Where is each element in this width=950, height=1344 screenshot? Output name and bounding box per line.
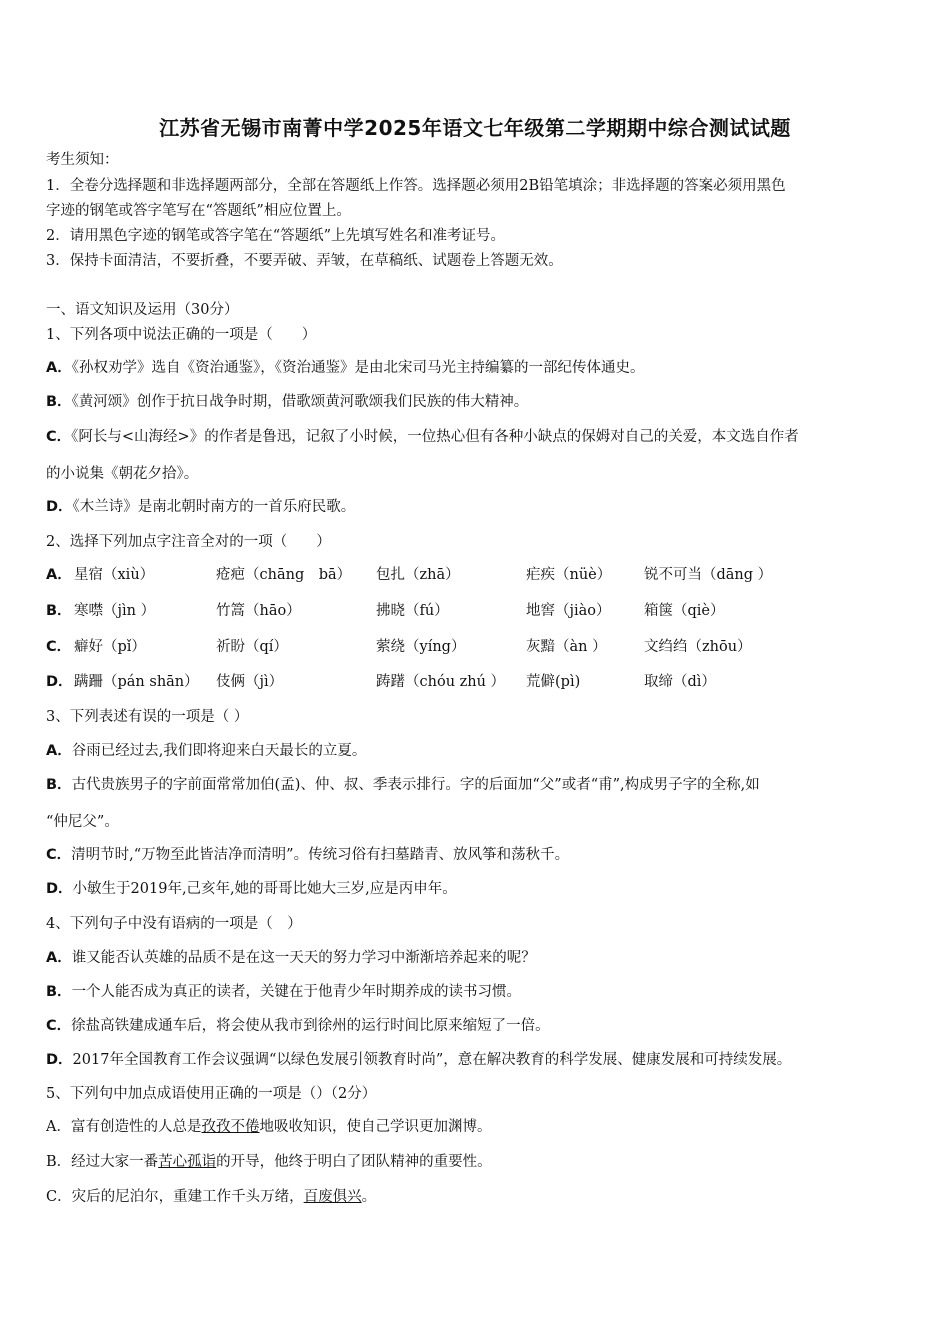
pinyin-item: 锐不可当（dāng ） bbox=[644, 567, 773, 583]
question-1-stem: 1、下列各项中说法正确的一项是（ ） bbox=[46, 327, 317, 343]
option-text: 《木兰诗》是南北朝时南方的一首乐府民歌。 bbox=[72, 499, 356, 515]
option-text-pre: 灾后的尼泊尔，重建工作千头万绪， bbox=[71, 1189, 304, 1205]
option-label: B． bbox=[46, 1154, 72, 1170]
marked-idiom: 孜孜不倦 bbox=[201, 1119, 260, 1135]
q3-option-a bbox=[46, 741, 366, 761]
q5-option-c bbox=[46, 1187, 376, 1207]
option-text-pre: 富有创造性的人总是 bbox=[70, 1119, 202, 1135]
option-label: B． bbox=[46, 394, 72, 410]
option-label: C． bbox=[46, 1018, 72, 1034]
q3-option-d bbox=[46, 879, 457, 899]
pinyin-item: 踌躇（chóu zhú ） bbox=[376, 674, 506, 690]
pinyin-item: 地窖（jiào） bbox=[526, 603, 611, 619]
option-label: C． bbox=[46, 847, 72, 863]
marked-idiom: 苦心孤诣 bbox=[158, 1154, 217, 1170]
option-label: A． bbox=[46, 1119, 71, 1135]
pinyin-item: 星宿（xiù） bbox=[74, 567, 155, 583]
page-title: 江苏省无锡市南菁中学2025年语文七年级第二学期期中综合测试试题 bbox=[159, 116, 791, 140]
option-text-post: 地吸收知识，使自己学识更加渊博。 bbox=[259, 1119, 492, 1135]
option-label: C． bbox=[46, 429, 72, 445]
q4-option-c bbox=[46, 1016, 550, 1036]
option-label: D． bbox=[46, 674, 73, 690]
option-text-post: 的开导，他终于明白了团队精神的重要性。 bbox=[216, 1154, 492, 1170]
pinyin-item: 箱箧（qiè） bbox=[644, 603, 725, 619]
option-text: 一个人能否成为真正的读者，关键在于他青少年时期养成的读书习惯。 bbox=[71, 984, 522, 1000]
pinyin-item: 疮疤（chāng bā） bbox=[216, 567, 352, 583]
option-label: B． bbox=[46, 777, 72, 793]
pinyin-item: 包扎（zhā） bbox=[376, 567, 460, 583]
notice-item: 字迹的钢笔或答字笔写在“答题纸”相应位置上。 bbox=[46, 203, 351, 219]
q3-option-b bbox=[46, 775, 760, 795]
pinyin-item: 寒噤（jìn ） bbox=[74, 603, 156, 619]
question-5-stem: 5、下列句中加点成语使用正确的一项是（）（2分） bbox=[46, 1086, 377, 1102]
pinyin-item: 取缔（dì） bbox=[644, 674, 716, 690]
q1-option-c-cont: 的小说集《朝花夕拾》。 bbox=[46, 466, 199, 482]
option-label: D． bbox=[46, 881, 73, 897]
pinyin-item: 疟疾（nüè） bbox=[526, 567, 612, 583]
question-3-stem: 3、下列表述有误的一项是（ ） bbox=[46, 709, 249, 725]
pinyin-item: 萦绕（yíng） bbox=[376, 639, 466, 655]
option-text: 清明节时,“万物至此皆洁净而清明”。传统习俗有扫墓踏青、放风筝和荡秋千。 bbox=[71, 847, 570, 863]
q1-option-b bbox=[46, 392, 528, 412]
option-text: 2017年全国教育工作会议强调“以绿色发展引领教育时尚”，意在解决教育的科学发展、健康发展和可持续发展。 bbox=[72, 1052, 792, 1068]
q4-option-d bbox=[46, 1050, 791, 1070]
option-text: 《黄河颂》创作于抗日战争时期，借歌颂黄河歌颂我们民族的伟大精神。 bbox=[71, 394, 529, 410]
q3-option-b-cont: “仲尼父”。 bbox=[46, 814, 119, 830]
pinyin-item: 拂晓（fú） bbox=[376, 603, 449, 619]
q1-option-a bbox=[46, 358, 644, 378]
option-text: 《孙权劝学》选自《资治通鉴》，《资治通鉴》是由北宋司马光主持编纂的一部纪传体通史。 bbox=[71, 360, 645, 376]
option-text: 徐盐高铁建成通车后，将会使从我市到徐州的运行时间比原来缩短了一倍。 bbox=[71, 1018, 550, 1034]
marked-idiom: 百废俱兴 bbox=[303, 1189, 362, 1205]
question-2-stem: 2、选择下列加点字注音全对的一项（ ） bbox=[46, 534, 331, 550]
option-label: D． bbox=[46, 499, 73, 515]
option-label: C． bbox=[46, 1189, 72, 1205]
notice-heading: 考生须知： bbox=[46, 152, 119, 168]
option-text: 《阿长与<山海经>》的作者是鲁迅，记叙了小时候，一位热心但有各种小缺点的保姆对自己的关爱，本文选自作者 bbox=[71, 429, 799, 445]
q3-option-c bbox=[46, 845, 569, 865]
notice-item: 3．保持卡面清洁，不要折叠，不要弄破、弄皱，在草稿纸、试题卷上答题无效。 bbox=[46, 253, 563, 269]
notice-item: 1．全卷分选择题和非选择题两部分，全部在答题纸上作答。选择题必须用2B铅笔填涂；非选择题的答案必须用黑色 bbox=[46, 178, 786, 194]
option-label: A． bbox=[46, 360, 72, 376]
option-text-post: 。 bbox=[361, 1189, 377, 1205]
option-label: B． bbox=[46, 984, 72, 1000]
notice-item: 2．请用黑色字迹的钢笔或答字笔在“答题纸”上先填写姓名和准考证号。 bbox=[46, 228, 506, 244]
option-text: 谁又能否认英雄的品质不是在这一天天的努力学习中渐渐培养起来的呢？ bbox=[71, 950, 536, 966]
pinyin-item: 荒僻(pì) bbox=[526, 674, 581, 690]
pinyin-item: 癖好（pǐ） bbox=[74, 639, 146, 655]
question-4-stem: 4、下列句子中没有语病的一项是（ ） bbox=[46, 916, 302, 932]
q1-option-c bbox=[46, 427, 799, 447]
pinyin-item: 伎俩（jì） bbox=[216, 674, 284, 690]
pinyin-item: 灰黯（àn ） bbox=[526, 639, 607, 655]
q5-option-a bbox=[46, 1117, 491, 1137]
q4-option-a bbox=[46, 948, 536, 968]
option-label: D． bbox=[46, 1052, 73, 1068]
pinyin-item: 文绉绉（zhōu） bbox=[644, 639, 752, 655]
option-label: A． bbox=[46, 743, 72, 759]
section-heading: 一、语文知识及运用（30分） bbox=[46, 302, 239, 318]
pinyin-item: 祈盼（qí） bbox=[216, 639, 288, 655]
pinyin-item: 竹篙（hāo） bbox=[216, 603, 301, 619]
option-text: 古代贵族男子的字前面常常加伯(孟)、仲、叔、季表示排行。字的后面加“父”或者“甫”,构成男子字的全称,如 bbox=[71, 777, 760, 793]
q1-option-d bbox=[46, 497, 355, 517]
option-label: B． bbox=[46, 603, 72, 619]
option-label: A． bbox=[46, 950, 72, 966]
option-label: C． bbox=[46, 639, 72, 655]
pinyin-item: 蹒跚（pán shān） bbox=[74, 674, 199, 690]
q4-option-b bbox=[46, 982, 521, 1002]
q5-option-b bbox=[46, 1152, 492, 1172]
option-text: 谷雨已经过去,我们即将迎来白天最长的立夏。 bbox=[71, 743, 367, 759]
option-text: 小敏生于2019年,己亥年,她的哥哥比她大三岁,应是丙申年。 bbox=[72, 881, 457, 897]
option-label: A． bbox=[46, 567, 72, 583]
option-text-pre: 经过大家一番 bbox=[71, 1154, 159, 1170]
